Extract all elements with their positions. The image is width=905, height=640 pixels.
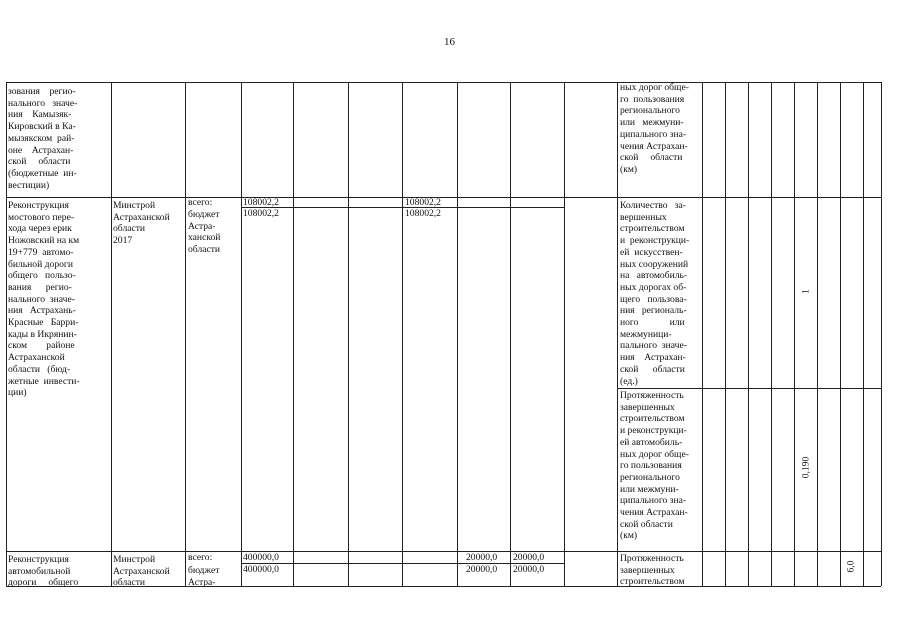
grid-line bbox=[617, 82, 618, 586]
row-year-value: 20000,0 bbox=[513, 552, 545, 563]
grid-line bbox=[185, 82, 186, 586]
grid-line bbox=[6, 82, 881, 83]
row-executor-text: Минстрой Астраханской области bbox=[113, 554, 170, 589]
grid-line bbox=[510, 82, 511, 586]
grid-line bbox=[293, 82, 294, 586]
row-executor-text: Минстрой Астраханской области 2017 bbox=[113, 200, 170, 247]
row-total-value: 108002,2 bbox=[243, 197, 279, 208]
row-indicator-text: Количество за- вершенных строительством и реконструкци- ей искусствен- ных сооружений на автомобиль- ных дорогах об- щего пользова- ния региональ- ного или межмуници- пального значе- ния Астрахан- ской области (ед.) bbox=[620, 200, 690, 387]
grid-line bbox=[348, 82, 349, 586]
row-year-value: 20000,0 bbox=[466, 564, 498, 575]
row-source-budget-label: бюджет Астра- bbox=[188, 565, 220, 588]
row-name-text: зования регио- нального значе- ния Камызяк- Кировский в Ка- мызякском рай- оне Астрахан- ской области (бюджетные ин- вестиции) bbox=[8, 86, 78, 191]
row-indicator-text: Протяженность завершенных строительством и реконструкци- ей автомобиль- ных дорог обще- го пользования регионального или межмуни- ципального зна- чения Астрахан- ской области (км) bbox=[620, 390, 689, 542]
row-total-value: 400000,0 bbox=[243, 564, 279, 575]
row-year-value: 20000,0 bbox=[513, 564, 545, 575]
grid-line bbox=[457, 82, 458, 586]
row-total-value: 108002,2 bbox=[243, 208, 279, 219]
grid-line bbox=[564, 82, 565, 586]
grid-line bbox=[702, 82, 703, 586]
row-total-value: 400000,0 bbox=[243, 552, 279, 563]
row-source-budget-label: бюджет Астра- ханской области bbox=[188, 209, 221, 256]
grid-line bbox=[617, 388, 881, 389]
grid-line bbox=[863, 82, 864, 586]
grid-line bbox=[748, 82, 749, 586]
row-year-value: 108002,2 bbox=[405, 208, 441, 219]
row-indicator-value: 6,0 bbox=[845, 560, 857, 573]
row-year-value: 108002,2 bbox=[405, 197, 441, 208]
row-source-total-label: всего: bbox=[188, 552, 213, 563]
grid-line bbox=[6, 82, 7, 586]
row-indicator-text: Протяженность завершенных строительством bbox=[620, 553, 685, 588]
row-indicator-value: 0,190 bbox=[800, 456, 812, 479]
grid-line bbox=[111, 82, 112, 586]
grid-line bbox=[402, 82, 403, 586]
grid-line bbox=[6, 197, 881, 198]
grid-line bbox=[881, 82, 882, 586]
grid-line bbox=[794, 82, 795, 586]
grid-line bbox=[6, 551, 881, 552]
row-indicator-text: ных дорог обще- го пользования регионального или межмуни- ципального зна- чения Астрахан- ской области (км) bbox=[620, 82, 689, 175]
grid-line bbox=[771, 82, 772, 586]
grid-line bbox=[241, 207, 564, 208]
row-indicator-value: 1 bbox=[800, 289, 812, 294]
grid-line bbox=[725, 82, 726, 586]
row-name-text: Реконструкция мостового пере- хода через ерик Ножовский на км 19+779 автомо- бильной дороги общего пользо- вания регио- нального значе- ния Астрахань- Красные Барри- кады в Икрянин- ском районе Астраханской области (бюд- жетные инвести- ции) bbox=[8, 200, 80, 399]
row-source-total-label: всего: bbox=[188, 197, 213, 208]
page-number: 16 bbox=[444, 36, 455, 48]
row-year-value: 20000,0 bbox=[466, 552, 498, 563]
grid-line bbox=[840, 82, 841, 586]
grid-line bbox=[817, 82, 818, 586]
row-name-text: Реконструкция автомобильной дороги общего bbox=[8, 554, 79, 589]
grid-line bbox=[241, 82, 242, 586]
